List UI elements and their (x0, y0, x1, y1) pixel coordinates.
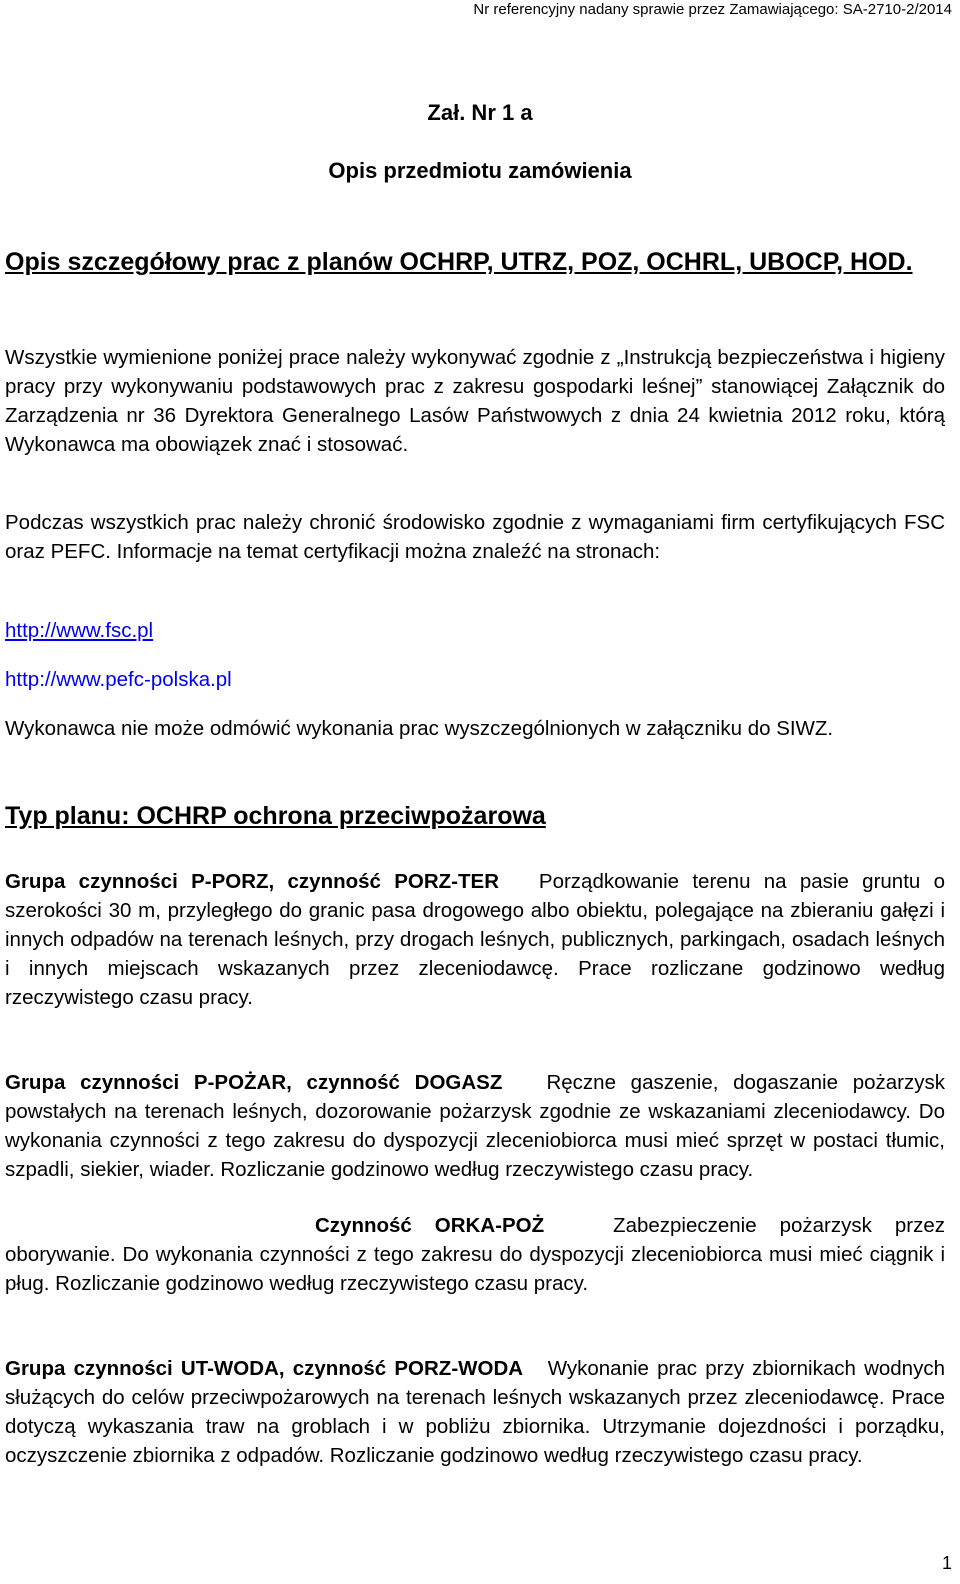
group-label: Grupa czynności UT-WODA, czynność PORZ-WODA (5, 1357, 524, 1380)
plan-type-heading: Typ planu: OCHRP ochrona przeciwpożarowa (5, 802, 546, 830)
fsc-link[interactable]: http://www.fsc.pl (5, 619, 154, 642)
section-heading: Opis szczegółowy prac z planów OCHRP, UTRZ, POZ, OCHRL, UBOCP, HOD. (5, 248, 913, 276)
intro-paragraph-obligation: Wykonawca nie może odmówić wykonania prac wyszczególnionych w załączniku do SIWZ. (5, 717, 834, 740)
group-description: Zabezpieczenie pożarzysk przez oborywanie. Do wykonania czynności z tego zakresu do dyspozycji zleceniobiorca musi mieć ciągnik i pług. Rozliczanie godzinowo według rzeczywistego czasu pracy. (5, 1214, 945, 1295)
group-porz-woda (5, 1354, 945, 1470)
group-label: Grupa czynności P-POŻAR, czynność DOGASZ (5, 1071, 503, 1094)
group-description: Porządkowanie terenu na pasie gruntu o szerokości 30 m, przyległego do granic pasa drogowego albo obiektu, polegające na zbieraniu gałęzi i innych odpadów na terenach leśnych, przy drogach leśnych, publicznych, parkingach, osadach leśnych i innych miejscach wskazanych przez zleceniodawcę. Prace rozliczane godzinowo według rzeczywistego czasu pracy. (5, 870, 945, 1009)
attachment-number: Zał. Nr 1 a (427, 100, 533, 125)
reference-number-header: Nr referencyjny nadany sprawie przez Zamawiającego: SA-2710-2/2014 (473, 1, 952, 18)
group-dogasz (5, 1068, 945, 1184)
group-description: Ręczne gaszenie, dogaszanie pożarzysk powstałych na terenach leśnych, dozorowanie pożarzysk zgodnie ze wskazaniami zleceniodawcy. Do wykonania czynności z tego zakresu do dyspozycji zleceniobiorca musi mieć sprzęt w postaci tłumic, szpadli, siekier, wiader. Rozliczanie godzinowo według rzeczywistego czasu pracy. (5, 1071, 945, 1181)
group-label: Grupa czynności P-PORZ, czynność PORZ-TER (5, 870, 499, 893)
intro-paragraph-safety: Wszystkie wymienione poniżej prace należy wykonywać zgodnie z „Instrukcją bezpieczeństwa i higieny pracy przy wykonywaniu podstawowych prac z zakresu gospodarki leśnej” stanowiącej Załącznik do Zarządzenia nr 36 Dyrektora Generalnego Lasów Państwowych z dnia 24 kwietnia 2012 roku, którą Wykonawca ma obowiązek znać i stosować. (5, 346, 945, 456)
pefc-link[interactable]: http://www.pefc-polska.pl (5, 668, 232, 691)
intro-paragraph-certification: Podczas wszystkich prac należy chronić środowisko zgodnie z wymaganiami firm certyfikujących FSC oraz PEFC. Informacje na temat certyfikacji można znaleźć na stronach: (5, 511, 945, 563)
group-label: Czynność ORKA-POŻ (315, 1214, 545, 1237)
group-description: Wykonanie prac przy zbiornikach wodnych służących do celów przeciwpożarowych na terenach leśnych wskazanych przez zleceniodawcę. Prace dotyczą wykaszania traw na groblach i w pobliżu zbiornika. Utrzymanie dojezdności i porządku, oczyszczenie zbiornika z odpadów. Rozliczanie godzinowo według rzeczywistego czasu pracy. (5, 1357, 945, 1467)
document-title: Opis przedmiotu zamówienia (328, 158, 632, 183)
group-porz-ter (5, 867, 945, 1012)
group-orka-poz (5, 1211, 945, 1298)
page-number: 1 (941, 1553, 952, 1573)
